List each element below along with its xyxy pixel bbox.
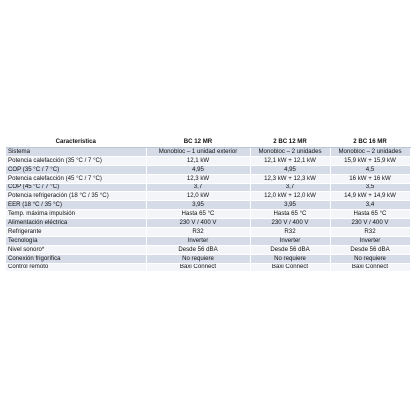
- row-value: Monobloc – 2 unidades: [250, 148, 330, 157]
- row-value: Desde 56 dBA: [250, 245, 330, 254]
- table-row: [6, 156, 410, 165]
- row-label: Refrigerante: [6, 228, 146, 237]
- row-value: Baxi Connect: [330, 263, 410, 272]
- table-row: [6, 148, 410, 157]
- row-value: R32: [146, 228, 250, 237]
- row-value: No requiere: [146, 254, 250, 263]
- table-row: [6, 201, 410, 210]
- row-label: Alimentación eléctrica: [6, 219, 146, 228]
- row-value: Hasta 65 °C: [330, 210, 410, 219]
- row-label: Potencia calefacción (45 °C / 7 °C): [6, 174, 146, 183]
- row-value: Hasta 65 °C: [250, 210, 330, 219]
- row-value: Desde 56 dBA: [330, 245, 410, 254]
- table-row: [6, 263, 410, 272]
- row-value: Inverter: [330, 236, 410, 245]
- row-value: 12,1 kW + 12,1 kW: [250, 156, 330, 165]
- row-value: Inverter: [146, 236, 250, 245]
- table-row: [6, 183, 410, 192]
- header-caracteristica: Característica: [6, 137, 146, 148]
- row-label: Potencia refrigeración (18 °C / 35 °C): [6, 192, 146, 201]
- table-row: [6, 174, 410, 183]
- row-value: 3,95: [250, 201, 330, 210]
- table-row: [6, 236, 410, 245]
- row-value: 3,5: [330, 183, 410, 192]
- row-label: Sistema: [6, 148, 146, 157]
- row-value: 3,7: [250, 183, 330, 192]
- row-label: Conexión frigorífica: [6, 254, 146, 263]
- spec-table-header: [6, 137, 410, 148]
- row-value: 12,3 kW + 12,3 kW: [250, 174, 330, 183]
- row-value: No requiere: [330, 254, 410, 263]
- row-value: Monobloc – 1 unidad exterior: [146, 148, 250, 157]
- row-value: 12,3 kW: [146, 174, 250, 183]
- row-value: Baxi Connect: [250, 263, 330, 272]
- row-value: 4,95: [146, 165, 250, 174]
- row-value: 12,0 kW + 12,0 kW: [250, 192, 330, 201]
- row-value: 4,5: [330, 165, 410, 174]
- row-label: Temp. máxima impulsión: [6, 210, 146, 219]
- row-label: COP (35 °C / 7 °C): [6, 165, 146, 174]
- row-value: 16 kW + 16 kW: [330, 174, 410, 183]
- header-bc-12-mr: BC 12 MR: [146, 137, 250, 148]
- row-value: 3,95: [146, 201, 250, 210]
- table-row: [6, 245, 410, 254]
- row-value: 230 V / 400 V: [250, 219, 330, 228]
- row-value: R32: [250, 228, 330, 237]
- spec-table-body: [6, 148, 410, 272]
- table-row: [6, 228, 410, 237]
- header-2-bc-12-mr: 2 BC 12 MR: [250, 137, 330, 148]
- table-row: [6, 192, 410, 201]
- row-value: No requiere: [250, 254, 330, 263]
- header-row: [6, 137, 410, 148]
- row-value: 4,95: [250, 165, 330, 174]
- row-label: Potencia calefacción (35 °C / 7 °C): [6, 156, 146, 165]
- row-value: Monobloc – 2 unidades: [330, 148, 410, 157]
- table-row: [6, 165, 410, 174]
- row-value: R32: [330, 228, 410, 237]
- table-row: [6, 254, 410, 263]
- row-value: 12,0 kW: [146, 192, 250, 201]
- table-row: [6, 210, 410, 219]
- spec-table: [6, 137, 411, 272]
- row-value: 3,7: [146, 183, 250, 192]
- row-value: Inverter: [250, 236, 330, 245]
- row-label: Nivel sonoro*: [6, 245, 146, 254]
- row-label: Tecnología: [6, 236, 146, 245]
- row-value: 230 V / 400 V: [330, 219, 410, 228]
- row-value: Desde 56 dBA: [146, 245, 250, 254]
- table-row: [6, 219, 410, 228]
- row-label: EER (18 °C / 35 °C): [6, 201, 146, 210]
- row-value: 3,4: [330, 201, 410, 210]
- header-2-bc-16-mr: 2 BC 16 MR: [330, 137, 410, 148]
- row-value: 15,9 kW + 15,9 kW: [330, 156, 410, 165]
- spec-table-container: [6, 137, 410, 272]
- row-label: COP (45 °C / 7 °C): [6, 183, 146, 192]
- row-value: Baxi Connect: [146, 263, 250, 272]
- row-value: 12,1 kW: [146, 156, 250, 165]
- row-value: Hasta 65 °C: [146, 210, 250, 219]
- row-value: 230 V / 400 V: [146, 219, 250, 228]
- row-value: 14,9 kW + 14,9 kW: [330, 192, 410, 201]
- row-label: Control remoto: [6, 263, 146, 272]
